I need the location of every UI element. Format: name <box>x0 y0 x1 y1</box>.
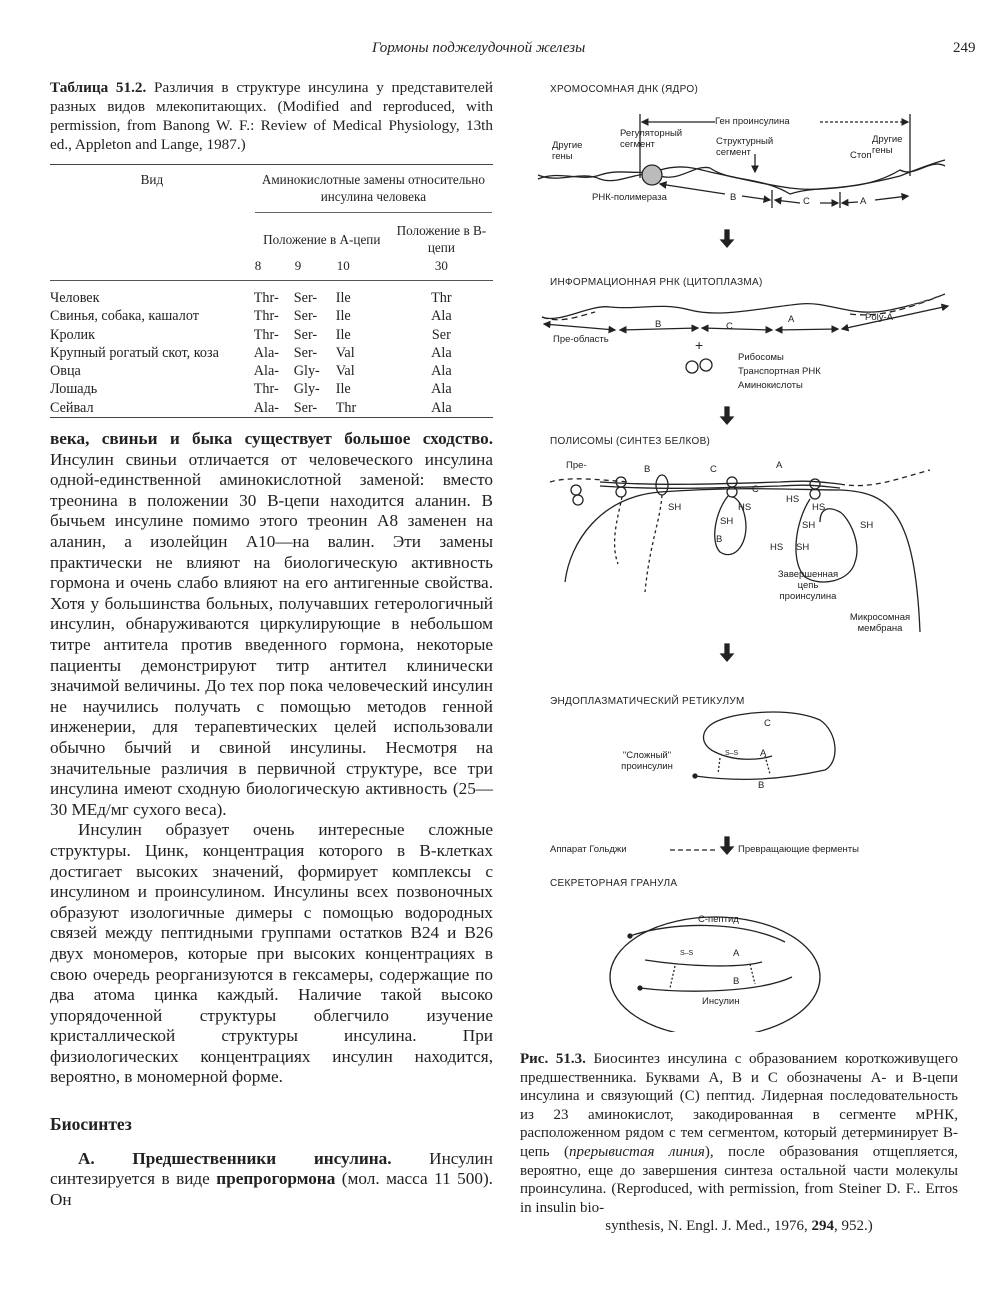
a10-cell: Thr <box>335 399 357 416</box>
segment-c-label: C <box>803 196 810 207</box>
a9-cell: Gly- <box>293 363 320 380</box>
disulfide-label: S–S <box>725 750 739 757</box>
segment-a-label: A <box>760 748 767 759</box>
gene-label: Ген проинсулина <box>715 116 790 127</box>
stop-label: Стоп <box>850 150 872 161</box>
a10-cell: Ile <box>335 326 351 343</box>
paragraph-text: Инсулин свиньи отличается от человеческого инсулина одной-единственной аминокислотной заменой: вместо треонина в положении 30 В-цепи находится аланин. В бычьем инсулине помимо этого треонин А8 заменен на аланин, а изолейцин А10—на валин. Эти замены практически не влияют на биологическую активность гормона и очень слабо влияют на его антигенные свойства. Хотя у большинства больных, получавших гетерологичный инсулин, обнаруживаются циркулирующие в небольшом титре антитела против введенного гормона, некоторые пациенты демонстрируют титр антител клинически значимой величины. До тех пор пока человеческий инсулин не научились получать с помощью методов генной инженерии, для терапевтических целей использовали обычно бычий и свиной инсулины. Несмотря на значительные различия в первичной структуре, все три инсулина имеют сходную биологическую активность (25—30 МЕд/мг сухого веса). <box>50 449 493 819</box>
column-header-substitutions: Аминокислотные замены относительно инсулина человека <box>261 172 485 204</box>
folded-proinsulin-label: "Сложный" проинсулин <box>621 750 673 772</box>
hs-label: HS <box>770 542 784 553</box>
a10-cell: Val <box>335 344 355 361</box>
structural-segment-label: Структурный сегмент <box>716 136 774 158</box>
pre-label: Пре- <box>566 460 587 471</box>
segment-b-label: B <box>655 319 662 330</box>
other-genes-right-label: Другие гены <box>872 134 903 156</box>
paragraph: Инсулин образует очень интересные сложные структуры. Цинк, концентрация которого в В-клетках достигает высоких значений, формирует комплексы с инсулином и проинсулином. Инсулины всех позвоночных образуют изологичные димеры с помощью водородных связей между пептидными группами остатков В24 и В26 двух мономеров, которые при высоких концентрациях в свою очередь реорганизуются в гексамеры, содержащие по два атома цинка каждый. Наличие такой высоко упорядоченной структуры облегчило изучение кристаллической структуры инсулина. При физиологических концентрациях инсулин находится, вероятно, в мономерной форме. <box>50 820 493 1087</box>
segment-b-label: B <box>730 192 737 203</box>
b30-cell: Ala <box>431 381 452 398</box>
caption-text: , 952.) <box>834 1218 873 1235</box>
sh-label: SH <box>802 520 816 531</box>
caption-italic: прерывистая линия <box>569 1143 705 1160</box>
segment-a-label: A <box>860 196 867 207</box>
page-number: 249 <box>953 40 976 56</box>
a8-cell: Ala- <box>253 399 279 416</box>
a8-cell: Ala- <box>253 344 279 361</box>
segment-c-label: C <box>726 321 733 332</box>
pre-region-label: Пре-область <box>553 334 609 345</box>
paragraph-text: (мол. масса 11 500). Он <box>50 1169 493 1209</box>
ribosome-icon <box>686 361 698 373</box>
rna-polymerase-icon <box>642 165 662 185</box>
caption-text: Биосинтез инсулина с образованием короткоживущего предшественника. Буквами А, В и С обозначены А- и В-цепи инсулина и связующий (С) пептид. Лидерная последовательность из 23 аминокислот, закодированная в сегменте мРНК, расположенном рядом с тем сегментом, который детерминирует В-цепь ( <box>520 1051 958 1160</box>
segment-c-label: C <box>764 718 771 729</box>
species-cell: Сейвал <box>50 399 94 416</box>
species-cell: Лошадь <box>50 381 98 398</box>
position-header: 8 <box>254 258 262 273</box>
table-row <box>50 289 493 307</box>
species-cell: Крупный рогатый скот, коза <box>50 344 219 361</box>
bold-run: века, свиньи и быка существует большое сходство. <box>50 429 493 449</box>
a8-cell: Ala- <box>253 363 279 380</box>
plus-sign: + <box>695 337 704 353</box>
figure-caption <box>520 1050 958 1236</box>
segment-b-label: B <box>733 976 740 987</box>
species-cell: Кролик <box>50 326 96 343</box>
stage-title: ПОЛИСОМЫ (СИНТЕЗ БЕЛКОВ) <box>550 436 711 447</box>
regulatory-segment-label: Регуляторный сегмент <box>620 128 683 150</box>
b30-cell: Ala <box>431 344 452 361</box>
hs-label: HS <box>812 502 826 513</box>
stage-title: ИНФОРМАЦИОННАЯ РНК (ЦИТОПЛАЗМА) <box>550 277 763 288</box>
sh-label: SH <box>720 516 734 527</box>
sh-label: SH <box>860 520 874 531</box>
flow-arrow-icon <box>721 837 733 854</box>
subsection-title: А. Предшественники инсулина. <box>78 1148 392 1168</box>
position-header: 9 <box>294 258 302 273</box>
table-caption <box>50 78 493 154</box>
species-cell: Свинья, собака, кашалот <box>50 308 199 325</box>
polysome-drawing <box>550 470 930 632</box>
completed-chain-label: Завершенная цепь проинсулина <box>777 569 839 602</box>
table-row <box>50 362 493 380</box>
table-row <box>50 344 493 362</box>
species-insulin-table <box>50 164 493 419</box>
secretory-granule-drawing <box>610 917 820 1032</box>
a10-cell: Val <box>335 363 355 380</box>
amino-acids-label: Аминокислоты <box>738 380 803 391</box>
segment-a-label: A <box>776 460 783 471</box>
hs-label: HS <box>738 502 752 513</box>
a8-cell: Thr- <box>253 381 279 398</box>
a9-cell: Gly- <box>293 381 320 398</box>
paragraph <box>50 1149 493 1211</box>
stage-title: СЕКРЕТОРНАЯ ГРАНУЛА <box>550 878 678 889</box>
column-header-species: Вид <box>140 172 164 187</box>
stage-title: ХРОМОСОМНАЯ ДНК (ЯДРО) <box>550 84 699 95</box>
paragraph-text: Инсулин синтезируется в виде <box>50 1148 493 1189</box>
column-header-a-chain: Положение в А-цепи <box>263 231 381 247</box>
b30-cell: Thr <box>431 290 452 306</box>
a9-cell: Ser- <box>293 290 318 306</box>
segment-b-label: B <box>644 464 651 475</box>
ribosomes-label: Рибосомы <box>738 352 784 363</box>
table-row <box>50 399 493 418</box>
flow-arrow-icon <box>721 407 733 424</box>
position-header: 10 <box>336 258 350 273</box>
insulin-label: Инсулин <box>702 996 740 1007</box>
a10-cell: Ile <box>335 381 351 398</box>
table-row <box>50 326 493 344</box>
b30-cell: Ala <box>431 399 452 416</box>
poly-a-label: Poly-A <box>865 312 893 323</box>
table-row <box>50 307 493 325</box>
b30-cell: Ala <box>431 363 452 380</box>
position-header: 30 <box>434 258 448 273</box>
a8-cell: Thr- <box>253 290 279 306</box>
a9-cell: Ser- <box>293 308 318 325</box>
caption-text: synthesis, N. Engl. J. Med., 1976, <box>605 1218 812 1235</box>
loop-c-label: C <box>752 484 759 495</box>
caption-text: ), после образования отщепляется, вероятно, еще до завершения синтеза остальной части молекулы проинсулина. (Reproduced, with permission, from Steiner D. F.. Erros in insulin bio- <box>520 1143 958 1216</box>
caption-last-line <box>520 1217 958 1236</box>
segment-b-label: B <box>758 780 765 791</box>
disulfide-label: S–S <box>680 950 694 957</box>
segment-a-label: A <box>733 948 740 959</box>
biosynthesis-figure <box>520 72 970 1032</box>
table-label: Таблица 51.2. <box>50 79 147 96</box>
running-head: Гормоны поджелудочной железы <box>372 40 586 56</box>
golgi-label: Аппарат Гольджи <box>550 844 627 855</box>
other-genes-left-label: Другие гены <box>552 140 583 162</box>
segment-a-label: A <box>788 314 795 325</box>
segment-c-label: C <box>710 464 717 475</box>
stage-title: ЭНДОПЛАЗМАТИЧЕСКИЙ РЕТИКУЛУМ <box>550 696 745 707</box>
paragraph <box>50 429 493 820</box>
a10-cell: Ile <box>335 290 351 306</box>
left-column <box>50 78 493 1210</box>
b30-cell: Ser <box>431 326 451 343</box>
a8-cell: Thr- <box>253 308 279 325</box>
sh-label: SH <box>796 542 810 553</box>
microsomal-membrane-label: Микросомная мембрана <box>849 612 911 634</box>
loop-b-label: B <box>716 534 723 545</box>
bold-term: препрогормона <box>216 1169 336 1189</box>
a10-cell: Ile <box>335 308 351 325</box>
b30-cell: Ala <box>431 308 452 325</box>
table-row <box>50 380 493 398</box>
section-title: Биосинтез <box>50 1114 132 1135</box>
species-cell: Овца <box>50 363 81 380</box>
table-caption-text: Различия в структуре инсулина у представителей разных видов млекопитающих. (Modified and reproduced, with permission, from Banong W. F.: Review of Medical Physiology, 13th ed., Appleton and Lange, 1987.) <box>50 79 493 153</box>
a9-cell: Ser- <box>293 399 318 416</box>
a8-cell: Thr- <box>253 326 279 343</box>
flow-arrow-icon <box>721 644 733 661</box>
volume-number: 294 <box>811 1218 834 1235</box>
rna-polymerase-label: РНК-полимераза <box>592 192 667 203</box>
c-peptide-label: С-пептид <box>698 914 739 925</box>
a9-cell: Ser- <box>293 326 318 343</box>
body-text <box>50 429 493 1210</box>
flow-arrow-icon <box>721 230 733 247</box>
a9-cell: Ser- <box>293 344 318 361</box>
converting-enzymes-label: Превращающие ферменты <box>738 844 859 855</box>
sh-label: SH <box>668 502 682 513</box>
trna-label: Транспортная РНК <box>738 366 821 377</box>
figure-label: Рис. 51.3. <box>520 1051 586 1067</box>
species-cell: Человек <box>50 290 100 306</box>
hs-label: HS <box>786 494 800 505</box>
dna-helix <box>538 160 945 194</box>
column-header-b-chain: Положение в В-цепи <box>396 223 487 255</box>
